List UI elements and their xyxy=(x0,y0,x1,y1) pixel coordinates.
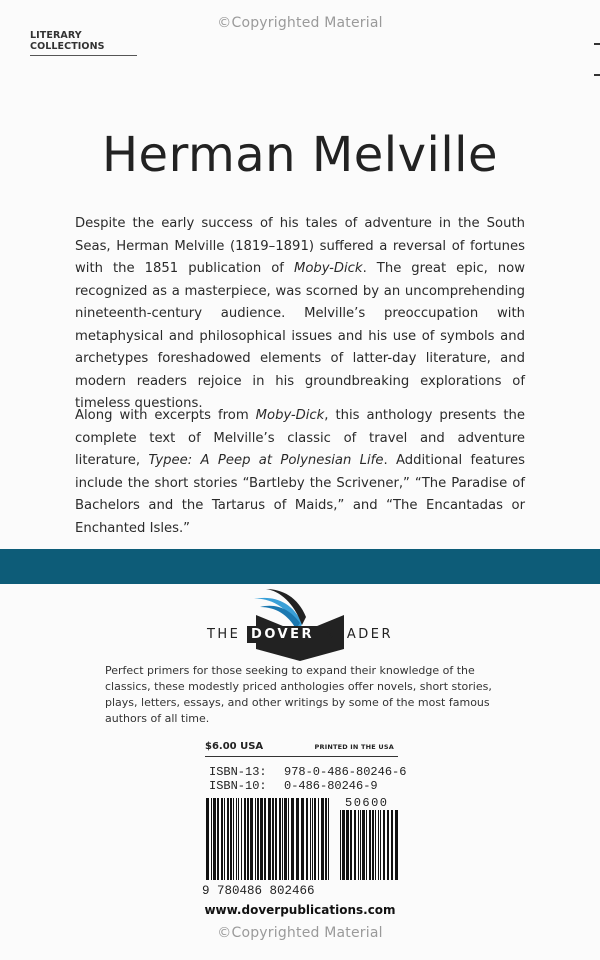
barcode-bar xyxy=(395,810,398,880)
barcode-bar xyxy=(296,798,299,880)
blurb-paragraph-2: Along with excerpts from Moby-Dick, this anthology presents the complete text of Melville’s classic of travel and adventure literature, Typee: A Peep at Polynesian Life. Additional features include the short stories “Bartleby the Scrivener,” “The Paradise of Bachelors and the Tartarus of Maids,” and “The Encantadas or Enchanted Isles.” xyxy=(75,408,525,536)
barcode-bar xyxy=(318,798,319,880)
barcode-bar xyxy=(380,810,381,880)
edge-mark xyxy=(594,74,600,76)
teal-band xyxy=(0,549,600,584)
barcode-bar xyxy=(310,798,311,880)
barcode-bar xyxy=(362,810,365,880)
barcode-bar xyxy=(383,810,385,880)
barcode-bar xyxy=(282,798,283,880)
barcode-bar xyxy=(224,798,225,880)
barcode-bar xyxy=(328,798,329,880)
barcode-bar xyxy=(391,810,393,880)
book-title: Herman Melville xyxy=(101,127,499,183)
barcode-bar xyxy=(244,798,246,880)
barcode-bar xyxy=(346,810,349,880)
barcode-bar xyxy=(366,810,367,880)
barcode-bar xyxy=(264,798,266,880)
barcode-bar xyxy=(369,810,371,880)
barcode-bar xyxy=(340,810,341,880)
barcode-bar xyxy=(325,798,327,880)
barcode-digits: 9 780486 802466 xyxy=(202,884,315,898)
barcode-bar xyxy=(358,810,359,880)
watermark-bottom: ©Copyrighted Material xyxy=(217,925,383,941)
category-label: LITERARY COLLECTIONS xyxy=(30,30,137,56)
barcode-bar xyxy=(221,798,223,880)
barcode-bar xyxy=(217,798,219,880)
publisher-url[interactable]: www.doverpublications.com xyxy=(204,903,396,917)
barcode-bar xyxy=(206,798,209,880)
barcode-bar xyxy=(238,798,239,880)
barcode-bar xyxy=(321,798,324,880)
barcode-bar xyxy=(342,810,345,880)
barcode-bar xyxy=(354,810,356,880)
barcode-bar xyxy=(306,798,308,880)
barcode-bar xyxy=(372,810,374,880)
printed-in-usa: PRINTED IN THE USA xyxy=(314,743,394,751)
barcode-bar xyxy=(268,798,271,880)
isbn-13: ISBN-13: 978-0-486-80246-6 xyxy=(209,765,407,779)
barcode-bar xyxy=(257,798,259,880)
barcode-bar xyxy=(375,810,376,880)
barcode-bar xyxy=(230,798,232,880)
barcode-bar xyxy=(250,798,253,880)
watermark-top: ©Copyrighted Material xyxy=(217,15,383,31)
barcode-bar xyxy=(227,798,229,880)
barcode-bar xyxy=(255,798,256,880)
barcode-bar xyxy=(314,798,316,880)
barcode-bar xyxy=(312,798,313,880)
edge-mark xyxy=(594,43,600,45)
barcode-bar xyxy=(301,798,304,880)
series-description: Perfect primers for those seeking to expand their knowledge of the classics, these modestly priced anthologies offer novels, short stories, plays, letters, essays, and other writings by some of the most famous authors of all time. xyxy=(105,664,492,725)
barcode-bar xyxy=(275,798,277,880)
barcode-bar xyxy=(233,798,234,880)
isbn-10: ISBN-10: 0-486-80246-9 xyxy=(209,779,378,793)
barcode-bar xyxy=(387,810,389,880)
price: $6.00 USA xyxy=(205,741,264,752)
barcode-bar xyxy=(260,798,263,880)
barcode-bar xyxy=(213,798,216,880)
barcode-bar xyxy=(360,810,361,880)
addon-barcode-bars xyxy=(340,810,398,880)
barcode-bar xyxy=(288,798,289,880)
barcode-bar xyxy=(236,798,237,880)
barcode-bar xyxy=(378,810,379,880)
price-row xyxy=(205,741,398,757)
barcode-bar xyxy=(350,810,352,880)
blurb-paragraph-1: Despite the early success of his tales of adventure in the South Seas, Herman Melville (1819–1891) suffered a reversal of fortunes with the 1851 publication of Moby-Dick. The great epic, now recognized as a masterpiece, was scorned by an uncomprehending nineteenth-century audience. Melville’s preoccupation with metaphysical and philosophical issues and his use of symbols and archetypes foreshadowed elements of latter-day literature, and modern readers rejoice in his groundbreaking explorations of timeless questions. xyxy=(75,216,525,411)
barcode-bar xyxy=(279,798,281,880)
price-code-digits: 50600 xyxy=(345,796,389,810)
barcode-bar xyxy=(247,798,249,880)
barcode-bar xyxy=(211,798,212,880)
barcode-bar xyxy=(284,798,287,880)
isbn-barcode xyxy=(200,796,400,898)
dover-reader-wordmark: THE DOVER READER xyxy=(206,627,394,642)
barcode-bar xyxy=(291,798,294,880)
barcode-bar xyxy=(272,798,274,880)
main-barcode-bars xyxy=(206,798,329,880)
barcode-bar xyxy=(241,798,242,880)
